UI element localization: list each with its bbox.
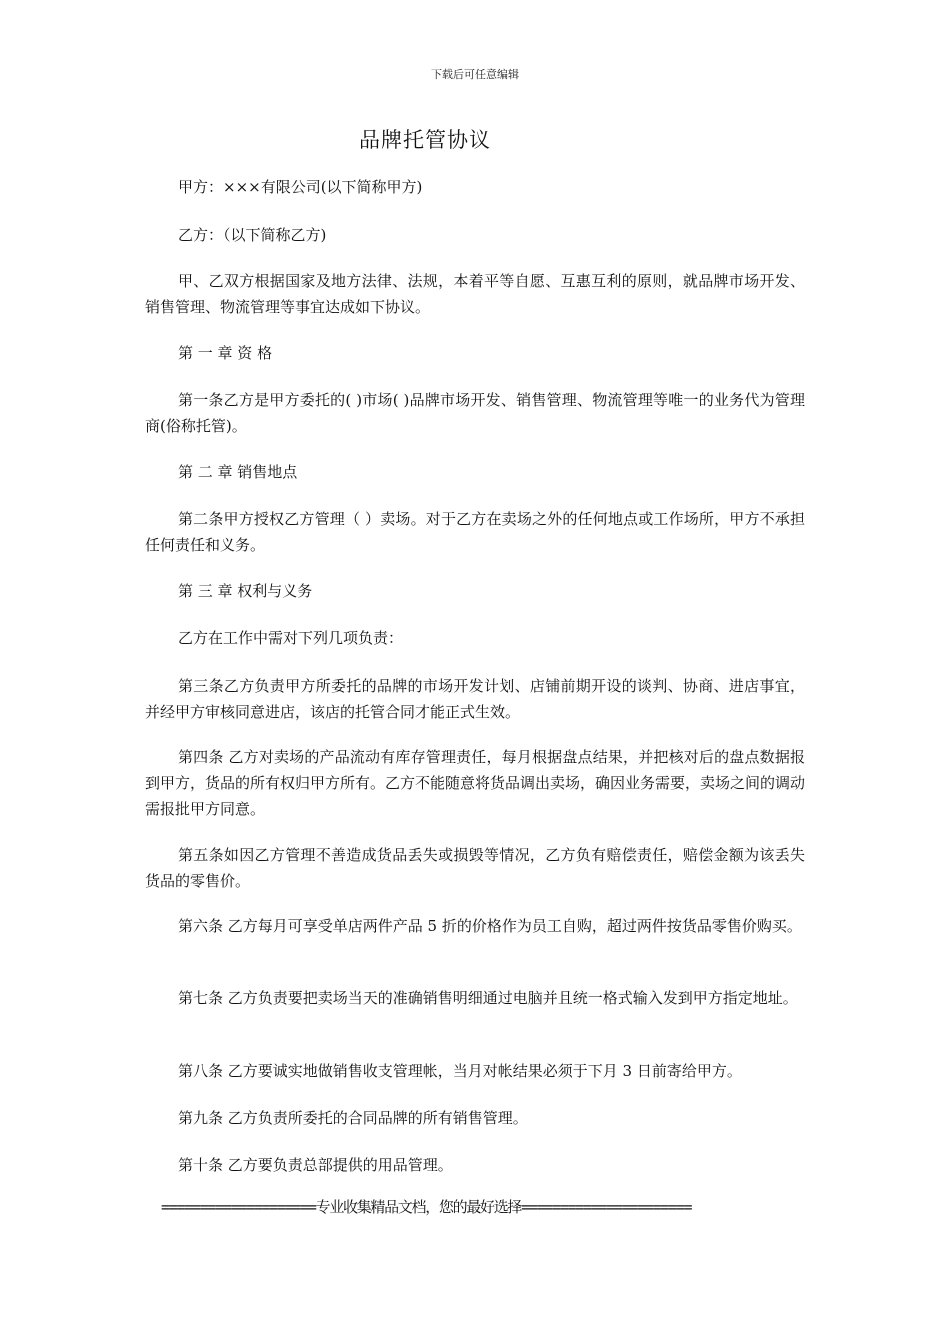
article-paragraph: 第一条乙方是甲方委托的( )市场( )品牌市场开发、销售管理、物流管理等唯一的业务代为管理商(俗称托管)。 (145, 391, 805, 435)
chapter-heading: 第 二 章 销售地点 (178, 463, 298, 481)
article-paragraph: 第五条如因乙方管理不善造成货品丢失或损毁等情况，乙方负有赔偿责任，赔偿金额为该丢失货品的零售价。 (145, 846, 805, 890)
footer-text: ====================专业收集精品文档，您的最好选择====================== (161, 1198, 692, 1216)
footer-banner (145, 1196, 810, 1218)
document-title: 品牌托管协议 (359, 128, 491, 152)
chapter-heading: 第 三 章 权利与义务 (178, 582, 313, 600)
article-paragraph: 第四条 乙方对卖场的产品流动有库存管理责任，每月根据盘点结果，并把核对后的盘点数据报到甲方，货品的所有权归甲方所有。乙方不能随意将货品调出卖场，确因业务需要，卖场之间的调动需报批甲方同意。 (145, 748, 806, 818)
intro-line: 乙方在工作中需对下列几项负责： (178, 629, 404, 647)
article-paragraph: 第九条 乙方负责所委托的合同品牌的所有销售管理。 (178, 1109, 528, 1127)
party-b-line: 乙方：（以下简称乙方) (178, 226, 327, 244)
article-paragraph: 第七条 乙方负责要把卖场当天的准确销售明细通过电脑并且统一格式输入发到甲方指定地址。 (178, 989, 798, 1007)
article-paragraph: 第十条 乙方要负责总部提供的用品管理。 (178, 1156, 453, 1174)
chapter-heading: 第 一 章 资 格 (178, 344, 273, 362)
preamble-paragraph: 甲、乙双方根据国家及地方法律、法规，本着平等自愿、互惠互利的原则，就品牌市场开发、销售管理、物流管理等事宜达成如下协议。 (145, 272, 805, 316)
article-paragraph: 第六条 乙方每月可享受单店两件产品 5 折的价格作为员工自购，超过两件按货品零售价购买。 (178, 917, 802, 935)
header-note: 下载后可任意编辑 (431, 68, 519, 81)
article-paragraph: 第八条 乙方要诚实地做销售收支管理帐，当月对帐结果必须于下月 3 日前寄给甲方。 (178, 1062, 742, 1080)
party-a-line: 甲方：×××有限公司(以下简称甲方) (178, 178, 423, 196)
article-paragraph: 第二条甲方授权乙方管理（ ）卖场。对于乙方在卖场之外的任何地点或工作场所，甲方不承担任何责任和义务。 (145, 510, 805, 554)
article-paragraph: 第三条乙方负责甲方所委托的品牌的市场开发计划、店铺前期开设的谈判、协商、进店事宜，并经甲方审核同意进店，该店的托管合同才能正式生效。 (145, 677, 805, 721)
